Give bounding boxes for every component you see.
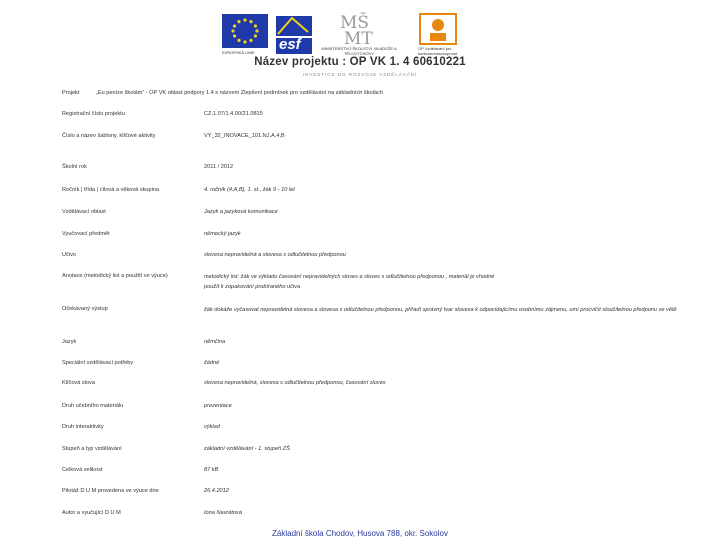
row-value: 87 kB [204,467,219,473]
row-value: Jazyk a jazyková komunikace [204,209,278,215]
row-value: prezentace [204,403,232,409]
svg-text:MT: MT [344,29,373,46]
svg-text:MŠ: MŠ [340,13,370,33]
row-label: Celková velikost [62,467,103,473]
row-value: Iona Navrátová [204,510,242,516]
row-label: Klíčová slova [62,380,95,386]
row-label: Druh interaktivity [62,424,104,430]
row-value: základní vzdělávání - 1. stupeň ZŠ [204,446,290,452]
row-value: němčina [204,339,226,345]
logo-strip [222,12,472,60]
row-value: žák dokáže vyčasovat nepravidelná slovesa a slovesa s odlučitelnou předponou, přiřadí správný tvar slovesa k odpovídajícímu osobnímu zájmenu, umí procvičit sloučitelnou předponu ve větě [204,307,677,313]
row-value: „Eu peníze školám“ - OP VK oblast podpory 1.4 s názvem Zlepšení podmínek pro vzdělávání na základních školách [96,90,383,96]
row-label: Projekt [62,90,80,96]
row-value: metodický list: žák ve výkladu časování nepravidelných sloves a sloves s odlučitelnou předponou , materiál je vhodné použít k zopakování probíraného učiva [204,274,495,290]
row-value: výklad [204,424,220,430]
msmt-caption: MINISTERSTVO ŠKOLSTVÍ, MLÁDEŽE A TĚLOVÝCHOVY [321,46,397,56]
eu-logo [222,14,268,56]
row-label: Školní rok [62,164,87,170]
row-label: Speciální vzdělávací potřeby [62,360,134,366]
msmt-logo [318,12,396,60]
row-label: Číslo a název šablony, klíčové aktivity [62,133,156,139]
row-value: 4. ročník (4.A,B), 1. st., žák 9 - 10 let [204,187,295,193]
esf-text: esf [279,36,301,53]
row-label: Učivo [62,252,76,258]
eu-caption: EVROPSKÁ UNIE [222,50,255,55]
row-value: německý jazyk [204,231,241,237]
row-label: Druh učebního materiálu [62,403,124,409]
row-value: slovesa nepravidelná a slovesa s odlučitelnou předponou [204,252,346,258]
school-footer: Základní škola Chodov, Husova 788, okr. Sokolov [272,529,448,538]
project-subtitle: INVESTICE DO ROZVOJE VZDĚLÁVÁNÍ [302,72,418,77]
row-label: Autor a vyučující D U M [62,510,121,516]
row-label: Stupeň a typ vzdělávání [62,446,122,452]
project-title: Název projektu : OP VK 1. 4 60610221 [254,56,466,68]
row-value: žádné [204,360,220,366]
row-label: Vzdělávací oblast [62,209,106,215]
op-caption: OP Vzdělávání pro konkurenceschopnost [418,46,457,56]
row-value: 26.4.2012 [204,488,229,494]
row-label: Pilotáž D U M provedena ve výuce dne [62,488,159,494]
row-label: Registrační číslo projektu [62,111,125,117]
row-label: Anotace (metodický list a použití ve výuce) [62,273,168,279]
row-label: Ročník | třída | cílová a věková skupina [62,187,160,193]
row-value: CZ.1.07/1.4.00/21.0815 [204,111,263,117]
row-label: Očekávaný výstup [62,306,108,312]
row-value: 2011 / 2012 [204,164,234,170]
row-label: Jazyk [62,339,77,345]
row-value: slovesa nepravidelná, slovesa s odlučitelnou předponou, časování sloves [204,380,386,386]
row-label: Vyučovací předmět [62,231,110,237]
op-vk-logo [418,12,468,60]
row-value: VY_32_INOVACE_101.NJ.A.4,B [204,133,285,139]
